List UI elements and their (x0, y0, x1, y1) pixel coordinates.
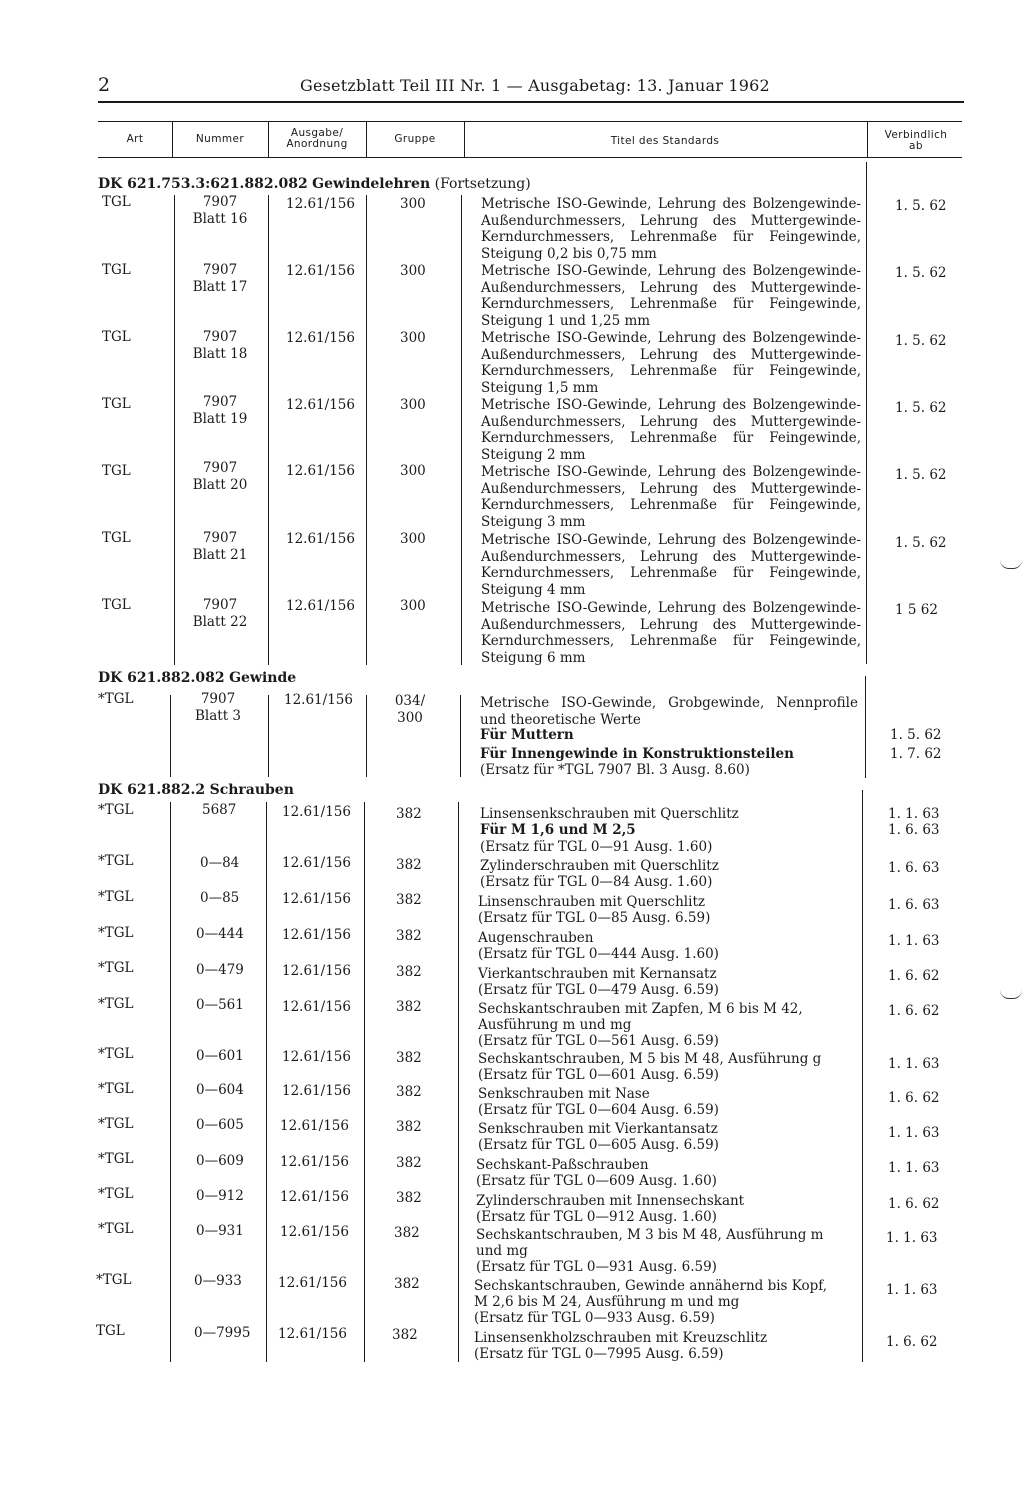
cell-gruppe: 300 (400, 463, 426, 479)
cell-date: 1. 1. 63 (888, 1125, 940, 1141)
cell-nummer: 0—933 (194, 1273, 242, 1289)
cell-ausgabe: 12.61/156 (282, 999, 351, 1015)
cell-nummer: 0—85 (200, 890, 240, 906)
blatt-value: Blatt 17 (192, 278, 248, 295)
cell-title-line2: Für M 1,6 und M 2,5 (480, 822, 636, 838)
cell-date: 1. 5. 62 (895, 265, 947, 281)
cell-date: 1. 6. 62 (888, 1003, 940, 1019)
cell-title: Metrische ISO-Gewinde, Lehrung des Bolzengewinde-Außendurchmessers, Lehrung des Muttergewinde-Kerndurchmessers, Lehrenmaße für Feingewinde, Steigung 1 und 1,25 mm (481, 263, 861, 329)
col-header-nummer: Nummer (195, 133, 245, 145)
section-heading (98, 670, 296, 687)
running-head: Gesetzblatt Teil III Nr. 1 — Ausgabetag: 13. Januar 1962 (300, 76, 770, 95)
cell-ausgabe: 12.61/156 (286, 531, 355, 547)
cell-title: Metrische ISO-Gewinde, Lehrung des Bolzengewinde-Außendurchmessers, Lehrung des Muttergewinde-Kerndurchmessers, Lehrenmaße für Feingewinde, Steigung 0,2 bis 0,75 mm (481, 196, 861, 262)
cell-ausgabe: 12.61/156 (280, 1154, 349, 1170)
cell-date: 1. 6. 62 (888, 1196, 940, 1212)
cell-art: *TGL (98, 1081, 134, 1097)
cell-note: (Ersatz für *TGL 7907 Bl. 3 Ausg. 8.60) (480, 762, 750, 778)
blatt-value: Blatt 21 (192, 546, 248, 563)
cell-ausgabe: 12.61/156 (282, 1083, 351, 1099)
cell-title-line3: (Ersatz für TGL 0—933 Ausg. 6.59) (474, 1310, 715, 1326)
cell-gruppe: 382 (396, 1190, 422, 1206)
col-sep (461, 195, 462, 665)
cell-gruppe: 382 (396, 999, 422, 1015)
cell-art: TGL (102, 463, 131, 479)
nummer-value: 7907 (202, 530, 238, 546)
cell-gruppe: 382 (396, 857, 422, 873)
nummer-value: 7907 (202, 262, 238, 278)
cell-nummer: 0—605 (196, 1117, 244, 1133)
cell-art: TGL (102, 530, 131, 546)
blatt-value: Blatt 20 (192, 476, 248, 493)
cell-art: *TGL (98, 853, 134, 869)
col-sep (862, 790, 863, 1362)
section-heading (98, 782, 294, 799)
col-header-verbindlich-line2: ab (909, 140, 923, 152)
cell-title-line1: Senkschrauben mit Vierkantansatz (478, 1121, 718, 1137)
margin-mark (1000, 990, 1022, 999)
cell-date: 1. 1. 63 (888, 933, 940, 949)
cell-ausgabe: 12.61/156 (286, 330, 355, 346)
cell-art: *TGL (98, 691, 134, 707)
header-sep (867, 122, 868, 157)
blatt-value: Blatt 22 (192, 613, 248, 630)
cell-title-line2: (Ersatz für TGL 0—605 Ausg. 6.59) (478, 1137, 719, 1153)
cell-title-line1: Zylinderschrauben mit Innensechskant (476, 1193, 745, 1209)
cell-date: 1. 5. 62 (895, 333, 947, 349)
col-header-art: Art (126, 133, 144, 145)
cell-ausgabe: 12.61/156 (280, 1118, 349, 1134)
cell-art: *TGL (98, 1116, 134, 1132)
blatt-value: Blatt 16 (192, 210, 248, 227)
cell-gruppe (390, 693, 430, 726)
cell-date: 1. 5. 62 (895, 467, 947, 483)
blatt-value: Blatt 18 (192, 345, 248, 362)
cell-date: 1. 7. 62 (890, 746, 942, 762)
section-title: Gewinde (229, 670, 297, 686)
cell-nummer: 0—84 (200, 855, 240, 871)
table-top-rule (98, 121, 962, 122)
cell-art: TGL (102, 194, 131, 210)
cell-ausgabe: 12.61/156 (278, 1326, 347, 1342)
cell-nummer: 0—7995 (194, 1325, 251, 1341)
cell-title-line1: Vierkantschrauben mit Kernansatz (478, 966, 717, 982)
blatt-value: Blatt 19 (192, 410, 248, 427)
cell-title-line1: Sechskantschrauben, M 3 bis M 48, Ausführung m (476, 1227, 824, 1243)
cell-title-line2: M 2,6 bis M 24, Ausführung m und mg (474, 1294, 740, 1310)
cell-date: 1. 1. 63 (888, 1056, 940, 1072)
cell-ausgabe: 12.61/156 (282, 891, 351, 907)
cell-date: 1. 6. 62 (888, 968, 940, 984)
cell-title: Metrische ISO-Gewinde, Grobgewinde, Nennprofile und theoretische Werte (480, 695, 858, 728)
cell-title-line3: (Ersatz für TGL 0—91 Ausg. 1.60) (480, 839, 713, 855)
col-header-verbindlich-line1: Verbindlich (884, 129, 948, 141)
cell-ausgabe: 12.61/156 (286, 196, 355, 212)
cell-nummer: 0—604 (196, 1082, 244, 1098)
section-heading (98, 176, 531, 193)
cell-art: TGL (102, 262, 131, 278)
cell-title: Metrische ISO-Gewinde, Lehrung des Bolzengewinde-Außendurchmessers, Lehrung des Muttergewinde-Kerndurchmessers, Lehrenmaße für Feingewinde, Steigung 3 mm (481, 464, 861, 530)
cell-gruppe: 382 (396, 892, 422, 908)
col-sep (170, 695, 171, 777)
table-header-rule (98, 157, 962, 158)
col-header-gruppe: Gruppe (394, 133, 436, 145)
col-sep (268, 695, 269, 777)
cell-nummer: 0—561 (196, 997, 244, 1013)
cell-nummer (188, 194, 252, 227)
cell-nummer: 0—601 (196, 1048, 244, 1064)
col-sep (458, 802, 459, 1362)
cell-ausgabe: 12.61/156 (286, 598, 355, 614)
cell-art: TGL (96, 1323, 125, 1339)
nummer-value: 7907 (200, 691, 236, 707)
cell-title: Metrische ISO-Gewinde, Lehrung des Bolzengewinde-Außendurchmessers, Lehrung des Muttergewinde-Kerndurchmessers, Lehrenmaße für Feingewinde, Steigung 2 mm (481, 397, 861, 463)
cell-art: *TGL (98, 960, 134, 976)
cell-ausgabe: 12.61/156 (280, 1189, 349, 1205)
cell-art: TGL (102, 329, 131, 345)
cell-gruppe: 300 (400, 196, 426, 212)
cell-title-line2: (Ersatz für TGL 0—601 Ausg. 6.59) (478, 1067, 719, 1083)
cell-nummer: 0—912 (196, 1188, 244, 1204)
cell-nummer (188, 597, 252, 630)
cell-title-line2: (Ersatz für TGL 0—85 Ausg. 6.59) (478, 910, 711, 926)
cell-nummer (188, 394, 252, 427)
page-number: 2 (98, 74, 111, 96)
col-header-verbindlich (869, 130, 963, 152)
col-sep (366, 695, 367, 777)
cell-art: TGL (102, 597, 131, 613)
cell-date: 1. 5. 62 (895, 535, 947, 551)
cell-date: 1. 6. 63 (888, 860, 940, 876)
cell-title-line2: Ausführung m und mg (478, 1017, 632, 1033)
cell-gruppe: 382 (394, 1225, 420, 1241)
cell-title-line2: (Ersatz für TGL 0—84 Ausg. 1.60) (480, 874, 713, 890)
cell-title-line1: Linsensenkholzschrauben mit Kreuzschlitz (474, 1330, 768, 1346)
col-header-titel: Titel des Standards (610, 135, 720, 147)
cell-art: *TGL (98, 996, 134, 1012)
header-sep (366, 122, 367, 157)
cell-art: *TGL (98, 1046, 134, 1062)
cell-title-line2: (Ersatz für TGL 0—7995 Ausg. 6.59) (474, 1346, 724, 1362)
cell-title-line1: Sechskant-Paßschrauben (476, 1157, 649, 1173)
col-sep (865, 676, 866, 778)
cell-gruppe: 382 (396, 1119, 422, 1135)
cell-ausgabe: 12.61/156 (284, 692, 353, 708)
cell-title-line1: Zylinderschrauben mit Querschlitz (480, 858, 719, 874)
cell-date: 1. 6. 62 (886, 1334, 938, 1350)
section-title: Gewindelehren (312, 176, 431, 192)
cell-art: *TGL (98, 802, 134, 818)
cell-gruppe: 300 (400, 330, 426, 346)
cell-date: 1. 5. 62 (895, 400, 947, 416)
cell-ausgabe: 12.61/156 (282, 1049, 351, 1065)
cell-date: 1. 5. 62 (895, 198, 947, 214)
gruppe-line1: 034/ (394, 693, 426, 709)
cell-ausgabe: 12.61/156 (286, 397, 355, 413)
cell-title: Metrische ISO-Gewinde, Lehrung des Bolzengewinde-Außendurchmessers, Lehrung des Muttergewinde-Kerndurchmessers, Lehrenmaße für Feingewinde, Steigung 6 mm (481, 600, 861, 666)
cell-date: 1. 1. 63 (888, 806, 940, 822)
cell-art: *TGL (98, 1221, 134, 1237)
col-header-ausgabe (270, 128, 364, 150)
cell-title-line2: (Ersatz für TGL 0—609 Ausg. 1.60) (476, 1173, 717, 1189)
col-sep (170, 802, 171, 1362)
cell-nummer (188, 460, 252, 493)
section-prefix: DK 621.753.3:621.882.082 (98, 176, 308, 192)
cell-nummer: 0—931 (196, 1223, 244, 1239)
cell-nummer (188, 329, 252, 362)
cell-date: 1. 1. 63 (886, 1282, 938, 1298)
cell-gruppe: 382 (392, 1327, 418, 1343)
cell-art: *TGL (96, 1272, 132, 1288)
cell-date: 1 5 62 (895, 602, 938, 618)
cell-gruppe: 382 (394, 1276, 420, 1292)
cell-date: 1. 6. 63 (888, 822, 940, 838)
section-suffix: (Fortsetzung) (434, 176, 531, 192)
cell-gruppe: 300 (400, 397, 426, 413)
cell-art: *TGL (98, 925, 134, 941)
cell-nummer (188, 530, 252, 563)
section-prefix: DK 621.882.2 (98, 782, 206, 798)
cell-gruppe: 382 (396, 1050, 422, 1066)
cell-title-line1: Linsenschrauben mit Querschlitz (478, 894, 705, 910)
nummer-value: 7907 (202, 394, 238, 410)
cell-art: *TGL (98, 1186, 134, 1202)
cell-gruppe: 300 (400, 531, 426, 547)
cell-subtitle: Für Muttern (480, 727, 574, 743)
cell-ausgabe: 12.61/156 (282, 855, 351, 871)
nummer-value: 7907 (202, 597, 238, 613)
cell-ausgabe: 12.61/156 (286, 463, 355, 479)
cell-nummer: 0—444 (196, 926, 244, 942)
section-title: Schrauben (209, 782, 294, 798)
cell-gruppe: 300 (400, 598, 426, 614)
cell-title: Metrische ISO-Gewinde, Lehrung des Bolzengewinde-Außendurchmessers, Lehrung des Muttergewinde-Kerndurchmessers, Lehrenmaße für Feingewinde, Steigung 4 mm (481, 532, 861, 598)
cell-gruppe: 382 (396, 928, 422, 944)
cell-ausgabe: 12.61/156 (286, 263, 355, 279)
col-header-ausgabe-line2: Anordnung (286, 138, 348, 150)
cell-title-line1: Sechskantschrauben, M 5 bis M 48, Ausführung g (478, 1051, 822, 1067)
cell-title-line3: (Ersatz für TGL 0—931 Ausg. 6.59) (476, 1259, 717, 1275)
cell-subtitle: Für Innengewinde in Konstruktionsteilen (480, 746, 794, 762)
cell-title-line3: (Ersatz für TGL 0—561 Ausg. 6.59) (478, 1033, 719, 1049)
head-rule (98, 101, 964, 103)
cell-title-line2: (Ersatz für TGL 0—912 Ausg. 1.60) (476, 1209, 717, 1225)
cell-nummer: 5687 (202, 802, 237, 818)
col-sep (364, 802, 365, 1362)
header-sep (268, 122, 269, 157)
col-sep (366, 195, 367, 665)
cell-gruppe: 382 (396, 964, 422, 980)
cell-title-line2: und mg (476, 1243, 528, 1259)
cell-date: 1. 5. 62 (890, 727, 942, 743)
section-prefix: DK 621.882.082 (98, 670, 225, 686)
cell-gruppe: 382 (396, 1084, 422, 1100)
col-sep (174, 195, 175, 665)
cell-title-line1: Linsensenkschrauben mit Querschlitz (480, 806, 739, 822)
cell-title-line1: Sechskantschrauben, Gewinde annähernd bis Kopf, (474, 1278, 828, 1294)
cell-art: TGL (102, 396, 131, 412)
cell-ausgabe: 12.61/156 (282, 927, 351, 943)
cell-title-line2: (Ersatz für TGL 0—444 Ausg. 1.60) (478, 946, 719, 962)
cell-title-line1: Senkschrauben mit Nase (478, 1086, 650, 1102)
col-sep (866, 162, 867, 664)
cell-art: *TGL (98, 889, 134, 905)
cell-art: *TGL (98, 1151, 134, 1167)
cell-gruppe: 382 (396, 1155, 422, 1171)
header-sep (464, 122, 465, 157)
cell-title-line1: Augenschrauben (478, 930, 594, 946)
cell-gruppe: 300 (400, 263, 426, 279)
col-sep (266, 802, 267, 1362)
cell-date: 1. 6. 62 (888, 1090, 940, 1106)
cell-title: Metrische ISO-Gewinde, Lehrung des Bolzengewinde-Außendurchmessers, Lehrung des Muttergewinde-Kerndurchmessers, Lehrenmaße für Feingewinde, Steigung 1,5 mm (481, 330, 861, 396)
header-sep (172, 122, 173, 157)
cell-ausgabe: 12.61/156 (282, 804, 351, 820)
margin-mark (1000, 560, 1022, 569)
cell-ausgabe: 12.61/156 (278, 1275, 347, 1291)
nummer-value: 7907 (202, 329, 238, 345)
cell-nummer: 0—609 (196, 1153, 244, 1169)
cell-ausgabe: 12.61/156 (282, 963, 351, 979)
col-header-ausgabe-line1: Ausgabe/ (290, 127, 344, 139)
cell-nummer: 0—479 (196, 962, 244, 978)
cell-title-line2: (Ersatz für TGL 0—604 Ausg. 6.59) (478, 1102, 719, 1118)
nummer-value: 7907 (202, 194, 238, 210)
nummer-value: 7907 (202, 460, 238, 476)
cell-date: 1. 6. 63 (888, 897, 940, 913)
cell-nummer (188, 262, 252, 295)
cell-title-line1: Sechskantschrauben mit Zapfen, M 6 bis M 42, (478, 1001, 803, 1017)
gruppe-line2: 300 (397, 709, 423, 726)
cell-nummer (186, 691, 250, 724)
col-sep (268, 195, 269, 665)
col-sep (460, 695, 461, 777)
cell-date: 1. 1. 63 (886, 1230, 938, 1246)
cell-gruppe: 382 (396, 806, 422, 822)
cell-ausgabe: 12.61/156 (280, 1224, 349, 1240)
cell-date: 1. 1. 63 (888, 1160, 940, 1176)
blatt-value: Blatt 3 (194, 707, 242, 724)
cell-title-line2: (Ersatz für TGL 0—479 Ausg. 6.59) (478, 982, 719, 998)
